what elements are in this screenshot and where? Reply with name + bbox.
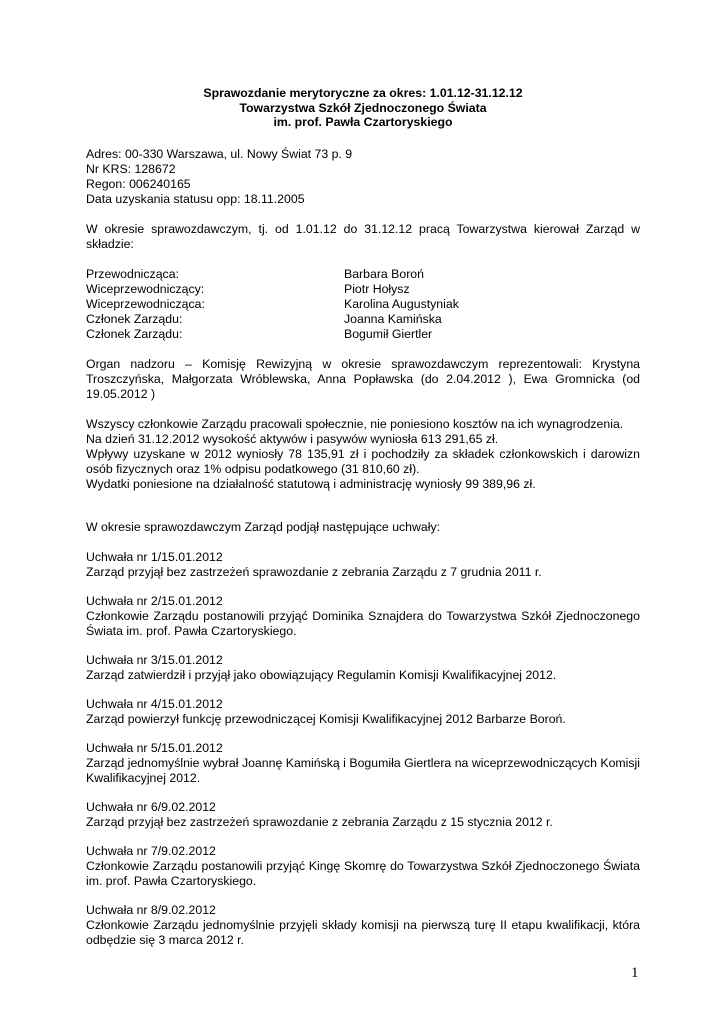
- board-role: Przewodnicząca:: [86, 266, 179, 281]
- board-role: Członek Zarządu:: [86, 326, 183, 341]
- resolution-number: Uchwała nr 8/9.02.2012: [86, 902, 216, 917]
- resolution-text: Członkowie Zarządu postanowili przyjąć Kingę Skomrę do Towarzystwa Szkół Zjednoczonego Świata im. prof. Pawła Czartoryskiego.: [86, 858, 640, 888]
- resolutions-intro: W okresie sprawozdawczym Zarząd podjął następujące uchwały:: [86, 519, 441, 534]
- organization-info: [86, 147, 640, 207]
- title-line: im. prof. Pawła Czartoryskiego: [273, 115, 453, 129]
- resolution-number: Uchwała nr 6/9.02.2012: [86, 799, 216, 814]
- document-page: [86, 86, 640, 962]
- board-row: [86, 267, 640, 282]
- board-name: Piotr Hołysz: [344, 281, 410, 296]
- resolution-number: Uchwała nr 3/15.01.2012: [86, 652, 223, 667]
- board-row: [86, 327, 640, 342]
- resolutions-list: [86, 550, 640, 948]
- resolution-item: [86, 844, 640, 889]
- finance-line: Na dzień 31.12.2012 wysokość aktywów i pasywów wyniosła 613 291,65 zł.: [86, 431, 499, 446]
- resolution-text: Zarząd zatwierdził i przyjął jako obowiązujący Regulamin Komisji Kwalifikacyjnej 2012.: [86, 667, 557, 682]
- finance-line: Wpływy uzyskane w 2012 wyniosły 78 135,91 zł i pochodziły za składek członkowskich i darowizn osób fizycznych oraz 1% odpisu podatkowego (31 810,60 zł).: [86, 446, 640, 476]
- opp-status-date: Data uzyskania statusu opp: 18.11.2005: [86, 191, 305, 206]
- board-name: Karolina Augustyniak: [344, 296, 459, 311]
- board-name: Joanna Kamińska: [344, 311, 442, 326]
- resolution-text: Zarząd przyjął bez zastrzeżeń sprawozdanie z zebrania Zarządu z 7 grudnia 2011 r.: [86, 564, 542, 579]
- resolution-number: Uchwała nr 5/15.01.2012: [86, 740, 223, 755]
- resolution-text: Członkowie Zarządu jednomyślnie przyjęli składy komisji na pierwszą turę II etapu kwalifikacji, która odbędzie się 3 marca 2012 r.: [86, 917, 640, 947]
- resolution-number: Uchwała nr 4/15.01.2012: [86, 696, 223, 711]
- resolution-text: Zarząd powierzył funkcję przewodniczącej Komisji Kwalifikacyjnej 2012 Barbarze Boroń.: [86, 711, 566, 726]
- finance-section: [86, 417, 640, 492]
- board-intro: W okresie sprawozdawczym, tj. od 1.01.12 do 31.12.12 pracą Towarzystwa kierował Zarząd w składzie:: [86, 221, 640, 251]
- resolution-text: Członkowie Zarządu postanowili przyjąć Dominika Sznajdera do Towarzystwa Szkół Zjednoczonego Świata im. prof. Pawła Czartoryskiego.: [86, 608, 640, 638]
- resolution-item: [86, 550, 640, 580]
- resolution-item: [86, 800, 640, 830]
- resolution-item: [86, 697, 640, 727]
- board-members: [86, 267, 640, 342]
- document-title: [86, 86, 640, 130]
- page-number: 1: [631, 965, 639, 981]
- board-row: [86, 297, 640, 312]
- resolution-text: Zarząd jednomyślnie wybrał Joannę Kamińską i Bogumiła Giertlera na wiceprzewodniczących Komisji Kwalifikacyjnej 2012.: [86, 755, 640, 785]
- title-line: Sprawozdanie merytoryczne za okres: 1.01.12-31.12.12: [203, 86, 523, 100]
- board-role: Wiceprzewodnicząca:: [86, 296, 205, 311]
- finance-line: Wydatki poniesione na działalność statutową i administrację wyniosły 99 389,96 zł.: [86, 476, 536, 491]
- board-role: Członek Zarządu:: [86, 311, 183, 326]
- oversight-paragraph: Organ nadzoru – Komisję Rewizyjną w okresie sprawozdawczym reprezentowali: Krystyna Troszczyńska, Małgorzata Wróblewska, Anna Popławska (do 2.04.2012 ), Ewa Gromnicka (od 19.05.2012 ): [86, 356, 640, 401]
- resolution-item: [86, 903, 640, 948]
- board-row: [86, 312, 640, 327]
- resolution-item: [86, 594, 640, 639]
- resolution-number: Uchwała nr 1/15.01.2012: [86, 549, 223, 564]
- board-role: Wiceprzewodniczący:: [86, 281, 205, 296]
- board-name: Barbara Boroń: [344, 266, 424, 281]
- finance-line: Wszyscy członkowie Zarządu pracowali społecznie, nie poniesiono kosztów na ich wynagrodzenia.: [86, 416, 624, 431]
- address: Adres: 00-330 Warszawa, ul. Nowy Świat 73 p. 9: [86, 146, 353, 161]
- resolution-item: [86, 741, 640, 786]
- board-row: [86, 282, 640, 297]
- board-name: Bogumił Giertler: [344, 326, 433, 341]
- resolution-number: Uchwała nr 7/9.02.2012: [86, 843, 216, 858]
- resolution-number: Uchwała nr 2/15.01.2012: [86, 593, 223, 608]
- resolution-text: Zarząd przyjął bez zastrzeżeń sprawozdanie z zebrania Zarządu z 15 stycznia 2012 r.: [86, 814, 553, 829]
- resolution-item: [86, 653, 640, 683]
- title-line: Towarzystwa Szkół Zjednoczonego Świata: [239, 100, 487, 115]
- krs-number: Nr KRS: 128672: [86, 161, 176, 176]
- regon-number: Regon: 006240165: [86, 176, 191, 191]
